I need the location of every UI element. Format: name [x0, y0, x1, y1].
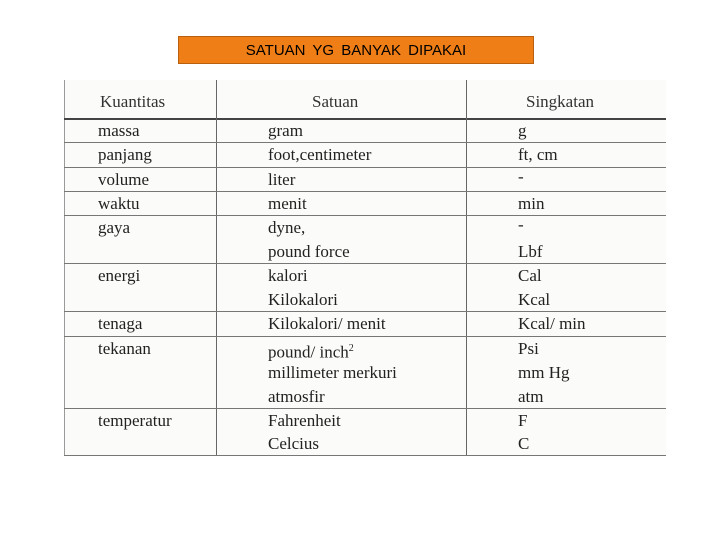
abbr-lbf: Lbf	[518, 242, 543, 261]
abbr-min: min	[518, 194, 545, 213]
slide-title-box	[178, 36, 534, 64]
row-divider	[64, 167, 666, 168]
abbr-ft-cm: ft, cm	[518, 145, 558, 164]
unit-dyne: dyne,	[268, 218, 306, 237]
abbr-psi: Psi	[518, 339, 539, 358]
abbr-atm: atm	[518, 387, 544, 406]
qty-gaya: gaya	[98, 218, 131, 237]
unit-fahrenheit: Fahrenheit	[268, 411, 341, 430]
qty-tekanan: tekanan	[98, 339, 151, 358]
abbr-cal: Cal	[518, 266, 542, 285]
column-divider-2	[466, 80, 467, 456]
unit-liter: liter	[268, 170, 296, 189]
abbr-volume-dash: -	[518, 167, 524, 186]
abbr-g: g	[518, 121, 527, 140]
row-divider	[64, 455, 666, 456]
unit-kalori: kalori	[268, 266, 308, 285]
abbr-f: F	[518, 411, 528, 430]
unit-pound-force: pound force	[268, 242, 350, 261]
header-kuantitas: Kuantitas	[100, 92, 166, 111]
row-divider	[64, 191, 666, 192]
row-divider	[64, 311, 666, 312]
row-divider	[64, 263, 666, 264]
scanned-table-image	[64, 80, 666, 456]
header-satuan: Satuan	[312, 92, 359, 111]
abbr-mmhg: mm Hg	[518, 363, 570, 382]
unit-gram: gram	[268, 121, 303, 140]
scan-left-edge	[64, 80, 65, 456]
unit-kilokalori: Kilokalori	[268, 290, 338, 309]
row-divider	[64, 336, 666, 337]
qty-waktu: waktu	[98, 194, 140, 213]
unit-atmosfir: atmosfir	[268, 387, 325, 406]
unit-pound-inch-text: pound/ inch	[268, 342, 349, 362]
row-divider	[64, 408, 666, 409]
unit-pound-inch2	[268, 338, 354, 364]
column-divider-1	[216, 80, 217, 456]
row-divider	[64, 142, 666, 143]
qty-panjang: panjang	[98, 145, 152, 164]
abbr-gaya-dash: -	[518, 215, 524, 234]
qty-energi: energi	[98, 266, 141, 285]
unit-celcius: Celcius	[268, 434, 319, 453]
abbr-kcal: Kcal	[518, 290, 551, 309]
unit-foot-cm: foot,centimeter	[268, 145, 372, 164]
abbr-c: C	[518, 434, 530, 453]
unit-menit: menit	[268, 194, 307, 213]
unit-kilokalori-menit: Kilokalori/ menit	[268, 314, 386, 333]
unit-millimeter-merkuri: millimeter merkuri	[268, 363, 397, 382]
abbr-kcal-min: Kcal/ min	[518, 314, 586, 333]
qty-temperatur: temperatur	[98, 411, 172, 430]
superscript-2: 2	[348, 343, 354, 354]
qty-volume: volume	[98, 170, 149, 189]
qty-tenaga: tenaga	[98, 314, 143, 333]
row-divider	[64, 215, 666, 216]
slide-title: SATUAN YG BANYAK DIPAKAI	[245, 41, 467, 59]
header-singkatan: Singkatan	[526, 92, 594, 111]
table-header-row	[64, 80, 666, 120]
qty-massa: massa	[98, 121, 140, 140]
